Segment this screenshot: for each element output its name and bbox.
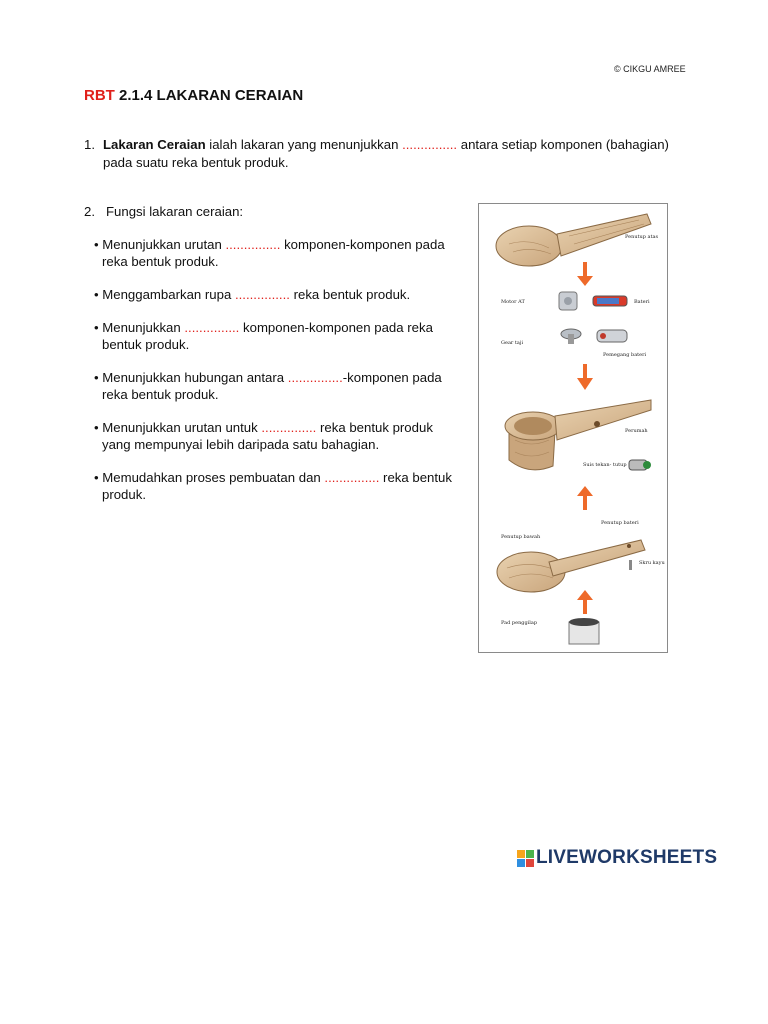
answer-blank-2[interactable]: ............... (225, 237, 281, 252)
question-1-number: 1. (84, 137, 95, 152)
gear-part (561, 329, 581, 344)
question-1-line-2: pada suatu reka bentuk produk. (103, 155, 289, 170)
down-arrow-icon (577, 364, 593, 390)
bullet-text-line2: bentuk produk. (102, 337, 190, 352)
liveworksheets-logo (517, 846, 717, 870)
label-battery: Bateri (634, 299, 650, 305)
bullet-item (94, 319, 454, 353)
bullet-item (94, 419, 454, 453)
label-bottom-cover: Penutup bawah (501, 534, 541, 540)
label-motor: Motor AT (501, 299, 525, 305)
switch-part (629, 460, 651, 470)
bullet-text: reka bentuk produk (316, 420, 433, 435)
bullet-item (94, 286, 454, 303)
motor-part (559, 292, 577, 310)
battery-holder-part (597, 330, 627, 342)
label-battery-holder: Pemegang bateri (603, 352, 647, 358)
answer-blank-1[interactable]: ............... (402, 137, 458, 152)
up-arrow-icon (577, 486, 593, 510)
label-battery-cover: Penutup bateri (601, 520, 639, 526)
bullet-text: • Menunjukkan urutan (94, 237, 226, 252)
label-gear: Gear taji (501, 340, 524, 346)
bullet-text: -komponen pada (342, 370, 442, 385)
bullet-text: • Menunjukkan (94, 320, 185, 335)
question-2-number: 2. (84, 204, 95, 219)
bullet-text-line2: yang mempunyai lebih daripada satu bahagian. (102, 437, 380, 452)
up-arrow-icon (577, 590, 593, 614)
liveworksheets-logo-text: LIVEWORKSHEETS (536, 847, 718, 868)
polishing-pad-part (569, 618, 599, 644)
bullet-item (94, 469, 454, 503)
answer-blank-6[interactable]: ............... (261, 420, 317, 435)
liveworksheets-logo-icon (517, 850, 534, 867)
question-2-text: Fungsi lakaran ceraian: (106, 204, 244, 219)
battery-part (593, 296, 627, 306)
question-2-title (84, 204, 243, 219)
exploded-view-figure (478, 203, 668, 653)
bullet-text: reka bentuk produk. (289, 287, 411, 302)
bottom-cover-part (497, 540, 645, 592)
bullet-text-line2: reka bentuk produk. (102, 387, 219, 402)
answer-blank-7[interactable]: ............... (324, 470, 380, 485)
wood-screw-part (629, 560, 632, 570)
bullet-text: komponen-komponen pada (280, 237, 445, 252)
housing-part (505, 400, 651, 470)
question-1 (84, 136, 694, 172)
bullet-text: reka bentuk (379, 470, 452, 485)
bullet-item (94, 369, 454, 403)
bullet-item (94, 236, 454, 270)
bullet-text: • Menunjukkan urutan untuk (94, 420, 262, 435)
label-housing: Perumah (625, 428, 648, 434)
term-lakaran-ceraian: Lakaran Ceraian (103, 137, 206, 152)
question-1-text-a: ialah lakaran yang menunjukkan (205, 137, 403, 152)
worksheet-heading (84, 87, 303, 104)
answer-blank-5[interactable]: ............... (287, 370, 343, 385)
label-switch: Suis tekan- tutup (583, 462, 627, 468)
label-polishing-pad: Pad penggilap (501, 620, 538, 626)
bullet-text: • Menunjukkan hubungan antara (94, 370, 288, 385)
bullet-text: • Menggambarkan rupa (94, 287, 235, 302)
bullet-text-line2: produk. (102, 487, 146, 502)
exploded-view-drawing (479, 204, 667, 652)
answer-blank-3[interactable]: ............... (234, 287, 290, 302)
down-arrow-icon (577, 262, 593, 286)
answer-blank-4[interactable]: ............... (184, 320, 240, 335)
bullet-text-line2: reka bentuk produk. (102, 254, 219, 269)
copyright-note: © CIKGU AMREE (614, 64, 686, 74)
heading-title: 2.1.4 LAKARAN CERAIAN (119, 87, 304, 104)
label-top-cover: Penutup atas (625, 234, 659, 240)
bullet-text: komponen-komponen pada reka (239, 320, 433, 335)
bullet-text: • Memudahkan proses pembuatan dan (94, 470, 325, 485)
heading-prefix: RBT (84, 87, 115, 104)
question-1-text-b: antara setiap komponen (bahagian) (457, 137, 669, 152)
label-wood-screw: Skru kayu (639, 560, 665, 566)
top-cover-part (496, 214, 651, 266)
